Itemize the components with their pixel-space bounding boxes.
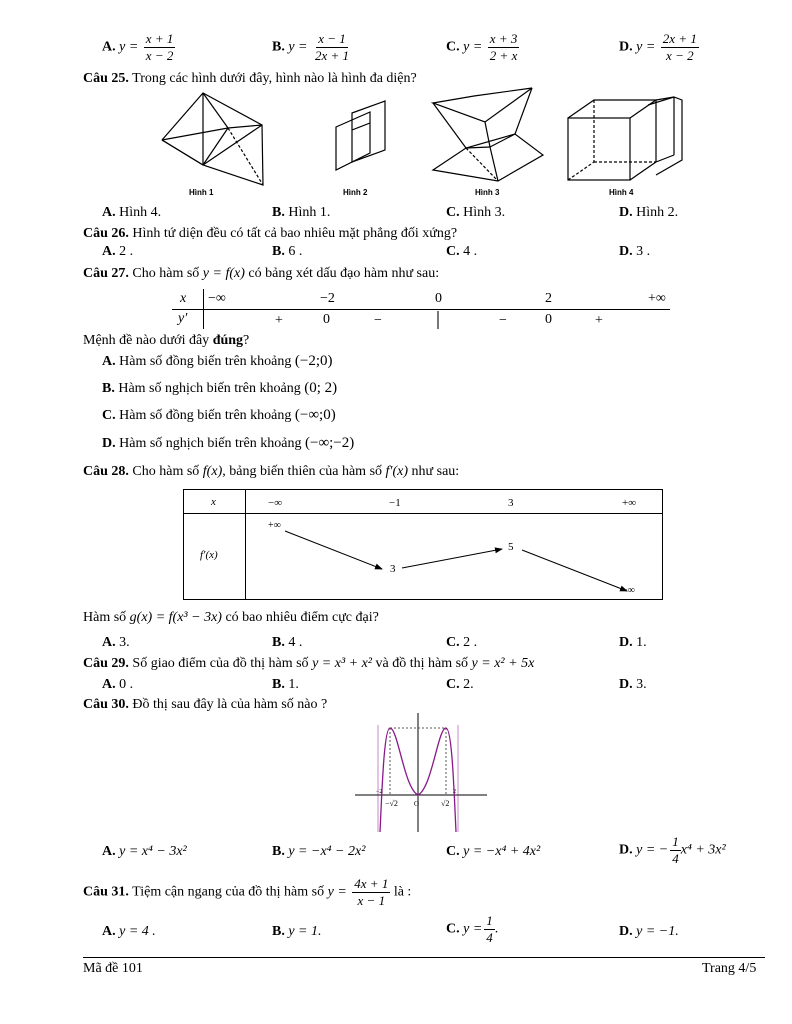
- q27-x-neg2: −2: [320, 291, 335, 306]
- q28-option-c: C. 2 .: [446, 635, 478, 650]
- figure-2-caption: Hình 2: [343, 188, 368, 197]
- label-neg2: −2: [376, 789, 383, 795]
- q28-x-3: 3: [508, 497, 514, 509]
- q26-option-a: A. 2 .: [102, 244, 134, 259]
- q28-options: [0, 635, 792, 655]
- q28-val-3: 3: [390, 563, 396, 575]
- q25-option-d: D. Hình 2.: [619, 205, 679, 220]
- q24-option-b: B. y = $\frac{x - 1}{2x + 1}$: [272, 31, 350, 63]
- q28-prompt: Hàm số g(x) = f(x³ − 3x) có bao nhiêu điểm cực đại?: [83, 610, 379, 625]
- q29-options: [0, 677, 792, 697]
- figure-3-caption: Hình 3: [475, 188, 500, 197]
- q24-option-c: C. y = $\frac{x + 3}{2 + x}$: [446, 31, 518, 63]
- q26-option-b: B. 6 .: [272, 244, 303, 259]
- q27-sign-3: −: [374, 313, 382, 328]
- q31-option-d: D. y = −1.: [619, 924, 679, 939]
- q30-question: Câu 30. Đồ thị sau đây là của hàm số nào ?: [83, 697, 328, 712]
- footer-exam-code: Mã đề 101: [83, 961, 143, 976]
- footer-rule: [83, 957, 765, 958]
- q30-option-b: B. y = −x⁴ − 2x²: [272, 844, 366, 859]
- q28-x-pos-inf: +∞: [622, 497, 637, 509]
- q30-options: [0, 834, 792, 866]
- q27-sign-4: −: [499, 313, 507, 328]
- q27-question: Câu 27. Cho hàm số y = f(x) có bảng xét dấu đạo hàm như sau:: [83, 266, 440, 281]
- q27-sign-6: +: [595, 313, 603, 328]
- q28-question: Câu 28. Cho hàm số f(x), bảng biến thiên của hàm số f′(x) như sau:: [83, 464, 460, 479]
- q30-option-a: A. y = x⁴ − 3x²: [102, 844, 187, 859]
- q25-option-c: C. Hình 3.: [446, 205, 506, 220]
- q29-question: Câu 29. Số giao điểm của đồ thị hàm số y = x³ + x² và đồ thị hàm số y = x² + 5x: [83, 656, 535, 671]
- figure-4-caption: Hình 4: [609, 188, 634, 197]
- q28-val-pos-inf: +∞: [268, 520, 281, 531]
- q28-x-neg1: −1: [389, 497, 401, 509]
- q28-option-d: D. 1.: [619, 635, 647, 650]
- q28-table-x-label: x: [211, 496, 216, 508]
- q28-table-f-label: f′(x): [200, 549, 218, 561]
- q28-x-neg-inf: −∞: [268, 497, 283, 509]
- q29-option-b: B. 1.: [272, 677, 299, 692]
- q26-question: Câu 26. Hình tứ diện đều có tất cả bao nhiêu mặt phẳng đối xứng?: [83, 226, 458, 241]
- q27-option-b: B. Hàm số nghịch biến trên khoảng (0; 2): [102, 380, 338, 396]
- arrow-down-1-icon: [285, 531, 382, 569]
- q27-x-2: 2: [545, 291, 552, 306]
- arrow-up-icon: [402, 549, 502, 568]
- q31-option-a: A. y = 4 .: [102, 924, 156, 939]
- q28-option-b: B. 4 .: [272, 635, 303, 650]
- q28-val-5: 5: [508, 541, 514, 553]
- q29-option-c: C. 2.: [446, 677, 474, 692]
- q27-x-neg-inf: −∞: [208, 291, 226, 306]
- q25-option-a: A. Hình 4.: [102, 205, 162, 220]
- label-neg-sqrt2: −√2: [385, 799, 398, 808]
- q26-option-d: D. 3 .: [619, 244, 651, 259]
- q28-val-neg-inf: −∞: [622, 585, 635, 596]
- q28-option-a: A. 3.: [102, 635, 130, 650]
- figure-1-caption: Hình 1: [189, 188, 214, 197]
- label-origin: O: [414, 800, 420, 808]
- q31-option-b: B. y = 1.: [272, 924, 322, 939]
- q27-x-pos-inf: +∞: [648, 291, 666, 306]
- q27-table-x-label: x: [180, 291, 187, 306]
- q31-options: [0, 913, 792, 945]
- q24-option-d: D. y = $\frac{2x + 1}{x - 2}$: [619, 31, 697, 63]
- q27-option-d: D. Hàm số nghịch biến trên khoảng (−∞;−2): [102, 435, 355, 451]
- q25-question: Câu 25. Trong các hình dưới đây, hình nào là hình đa diện?: [83, 71, 417, 86]
- q29-option-d: D. 3.: [619, 677, 647, 692]
- q31-question: Câu 31. Tiệm cận ngang của đồ thị hàm số y = $\frac{4x + 1}{x - 1}$ là :: [83, 876, 412, 908]
- footer-page-number: Trang 4/5: [702, 961, 757, 976]
- q27-sign-5: 0: [545, 312, 552, 327]
- q31-option-c: C. y = $\frac{1}{4}$ .: [446, 913, 499, 945]
- q30-graph: [350, 710, 492, 834]
- q27-sign-1: +: [275, 313, 283, 328]
- q29-option-a: A. 0 .: [102, 677, 134, 692]
- label-pos2: 2: [453, 789, 456, 795]
- q27-prompt: Mệnh đề nào dưới đây đúng?: [83, 333, 250, 348]
- q24-option-a: A. y = $\frac{x + 1}{x - 2}$: [102, 31, 174, 63]
- q27-x-0: 0: [435, 291, 442, 306]
- q30-option-d: D. y = − $\frac{1}{4}$ x⁴ + 3x²: [619, 834, 726, 866]
- q25-option-b: B. Hình 1.: [272, 205, 331, 220]
- label-pos-sqrt2: √2: [441, 799, 450, 808]
- q27-sign-2: 0: [323, 312, 330, 327]
- q27-option-a: A. Hàm số đồng biến trên khoảng (−2;0): [102, 353, 333, 369]
- q30-option-c: C. y = −x⁴ + 4x²: [446, 844, 541, 859]
- arrow-down-2-icon: [522, 550, 627, 591]
- q27-table-y-label: y′: [178, 311, 188, 326]
- q26-option-c: C. 4 .: [446, 244, 478, 259]
- q27-option-c: C. Hàm số đồng biến trên khoảng (−∞;0): [102, 407, 336, 423]
